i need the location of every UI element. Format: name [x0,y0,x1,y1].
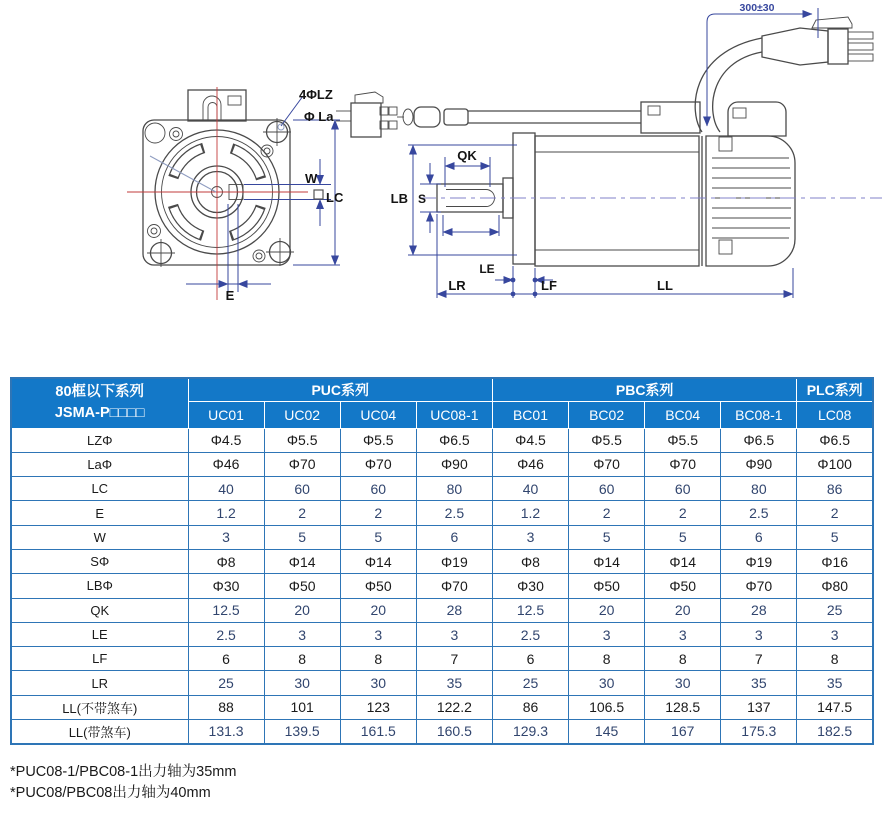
cell: 2.5 [492,622,568,646]
cell: 3 [797,622,873,646]
model-header: LC08 [797,401,873,428]
table-row [11,452,873,476]
footnote-2: *PUC08/PBC08出力轴为40mm [10,785,211,801]
table-row [11,525,873,549]
cell: Φ50 [264,574,340,598]
cell: 6 [492,647,568,671]
cell: 60 [340,477,416,501]
row-label: LC [11,477,188,501]
cell: 3 [721,622,797,646]
cell: 147.5 [797,695,873,719]
cell: 160.5 [416,720,492,744]
cell: 86 [797,477,873,501]
table-row [11,549,873,573]
cell: Φ50 [645,574,721,598]
cell: 175.3 [721,720,797,744]
cell: 2.5 [416,501,492,525]
series-header-plc: PLC系列 [797,378,873,401]
cell: 20 [264,598,340,622]
series-header-pbc: PBC系列 [492,378,796,401]
cell: Φ19 [721,549,797,573]
cell: 7 [416,647,492,671]
row-label: LaΦ [11,452,188,476]
cell: 40 [492,477,568,501]
cell: 7 [721,647,797,671]
cell: 8 [340,647,416,671]
cell: 60 [645,477,721,501]
cell: 6 [416,525,492,549]
model-header: UC08-1 [416,401,492,428]
side-dimensions [391,2,818,298]
dim-label-lb: LB [390,191,408,206]
cell: 8 [264,647,340,671]
row-label: LF [11,647,188,671]
cell: Φ30 [492,574,568,598]
cell: Φ14 [264,549,340,573]
cell: Φ8 [492,549,568,573]
cell: Φ6.5 [721,428,797,452]
cell: Φ80 [797,574,873,598]
cell: 145 [569,720,645,744]
cell: 86 [492,695,568,719]
cell: 28 [416,598,492,622]
cell: 6 [721,525,797,549]
model-header: UC01 [188,401,264,428]
dim-label-lc: LC [326,190,344,205]
cell: Φ5.5 [340,428,416,452]
cell: Φ46 [188,452,264,476]
cell: 12.5 [492,598,568,622]
cell: 137 [721,695,797,719]
cell: 5 [569,525,645,549]
cell: 3 [416,622,492,646]
cell: 161.5 [340,720,416,744]
cell: 88 [188,695,264,719]
dim-label-ll: LL [657,278,673,293]
dim-label-w: W [305,171,318,186]
model-header: BC01 [492,401,568,428]
cell: Φ90 [416,452,492,476]
dim-label-la: Φ La [304,109,334,124]
dim-label-le: LE [479,262,495,276]
cell: Φ70 [569,452,645,476]
dim-label-e: E [225,288,235,303]
cell: Φ5.5 [569,428,645,452]
row-label: LL(不带煞车) [11,695,188,719]
cell: 5 [645,525,721,549]
cell: 3 [569,622,645,646]
cell: 60 [264,477,340,501]
cell: 3 [264,622,340,646]
cell: Φ4.5 [492,428,568,452]
cell: 2 [645,501,721,525]
cell: Φ19 [416,549,492,573]
corner-title-line1: 80框以下系列 [55,384,145,401]
row-label: LR [11,671,188,695]
spec-table [10,377,874,745]
cell: 2 [264,501,340,525]
cell: 20 [340,598,416,622]
power-cable-connector [695,17,873,132]
cell: Φ30 [188,574,264,598]
cell: Φ5.5 [645,428,721,452]
cell: 123 [340,695,416,719]
cell: Φ6.5 [416,428,492,452]
table-row [11,598,873,622]
cell: 80 [416,477,492,501]
row-label: SΦ [11,549,188,573]
cell: Φ70 [416,574,492,598]
cell: 129.3 [492,720,568,744]
series-header-row [11,378,873,401]
footnote-1: *PUC08-1/PBC08-1出力轴为35mm [10,764,237,780]
cell: 20 [645,598,721,622]
cell: 25 [492,671,568,695]
cell: 8 [569,647,645,671]
cell: Φ100 [797,452,873,476]
dim-label-qk: QK [457,148,477,163]
cell: 2 [797,501,873,525]
cell: 80 [721,477,797,501]
mounting-holes [145,118,294,267]
cell: 30 [569,671,645,695]
model-header: BC04 [645,401,721,428]
cell: 30 [340,671,416,695]
row-label: LE [11,622,188,646]
dimension-drawing [0,0,885,372]
cell: 28 [721,598,797,622]
cell: 5 [340,525,416,549]
cell: 35 [797,671,873,695]
cell: 25 [797,598,873,622]
table-row [11,428,873,452]
cell: 12.5 [188,598,264,622]
model-header: UC04 [340,401,416,428]
cell: Φ4.5 [188,428,264,452]
model-header: UC02 [264,401,340,428]
cell: Φ50 [340,574,416,598]
dim-label-lr: LR [448,278,466,293]
cell: 5 [797,525,873,549]
cell: Φ70 [340,452,416,476]
cell: 3 [492,525,568,549]
cell: 5 [264,525,340,549]
side-view [336,2,882,298]
front-view [127,87,344,303]
cell: 60 [569,477,645,501]
row-label: E [11,501,188,525]
table-row [11,671,873,695]
cell: Φ14 [340,549,416,573]
series-header-puc: PUC系列 [188,378,492,401]
cell: Φ14 [569,549,645,573]
table-row [11,574,873,598]
cell: Φ50 [569,574,645,598]
cell: 182.5 [797,720,873,744]
cell: 3 [188,525,264,549]
cell: 2 [569,501,645,525]
row-label: QK [11,598,188,622]
cell: 106.5 [569,695,645,719]
dim-label-lf: LF [541,278,557,293]
cell: 6 [188,647,264,671]
cell: Φ16 [797,549,873,573]
cell: Φ70 [721,574,797,598]
cell: 1.2 [188,501,264,525]
cell: 167 [645,720,721,744]
table-row [11,720,873,744]
cell: 3 [645,622,721,646]
encoder-cable [336,92,641,137]
table-row [11,622,873,646]
model-header: BC02 [569,401,645,428]
cell: 2.5 [721,501,797,525]
row-label: LL(带煞车) [11,720,188,744]
corner-title-line2: JSMA-P□□□□ [54,405,145,422]
cell: 35 [721,671,797,695]
cell: 128.5 [645,695,721,719]
table-row [11,647,873,671]
dim-label-lz: 4ΦLZ [299,87,333,102]
cell: Φ14 [645,549,721,573]
cell: 2 [340,501,416,525]
table-row [11,695,873,719]
cell: 101 [264,695,340,719]
cell: 131.3 [188,720,264,744]
cell: 139.5 [264,720,340,744]
cell: 40 [188,477,264,501]
corner-header [11,378,188,428]
cell: 30 [645,671,721,695]
cell: Φ46 [492,452,568,476]
cell: 122.2 [416,695,492,719]
footnotes [10,762,236,804]
dim-label-s: S [417,192,427,206]
cell: 1.2 [492,501,568,525]
cell: Φ6.5 [797,428,873,452]
cell: Φ8 [188,549,264,573]
cell: 25 [188,671,264,695]
row-label: LZΦ [11,428,188,452]
motor-body [437,102,795,266]
cell: Φ70 [264,452,340,476]
cell: 30 [264,671,340,695]
table-row [11,477,873,501]
table-row [11,501,873,525]
cell: Φ5.5 [264,428,340,452]
cell: 3 [340,622,416,646]
cell: 35 [416,671,492,695]
cell: Φ70 [645,452,721,476]
cell: 8 [797,647,873,671]
row-label: LBΦ [11,574,188,598]
model-header: BC08-1 [721,401,797,428]
cell: 2.5 [188,622,264,646]
cell: 20 [569,598,645,622]
row-label: W [11,525,188,549]
cell: 8 [645,647,721,671]
cell: Φ90 [721,452,797,476]
dim-label-cable-length: 300±30 [739,2,775,14]
